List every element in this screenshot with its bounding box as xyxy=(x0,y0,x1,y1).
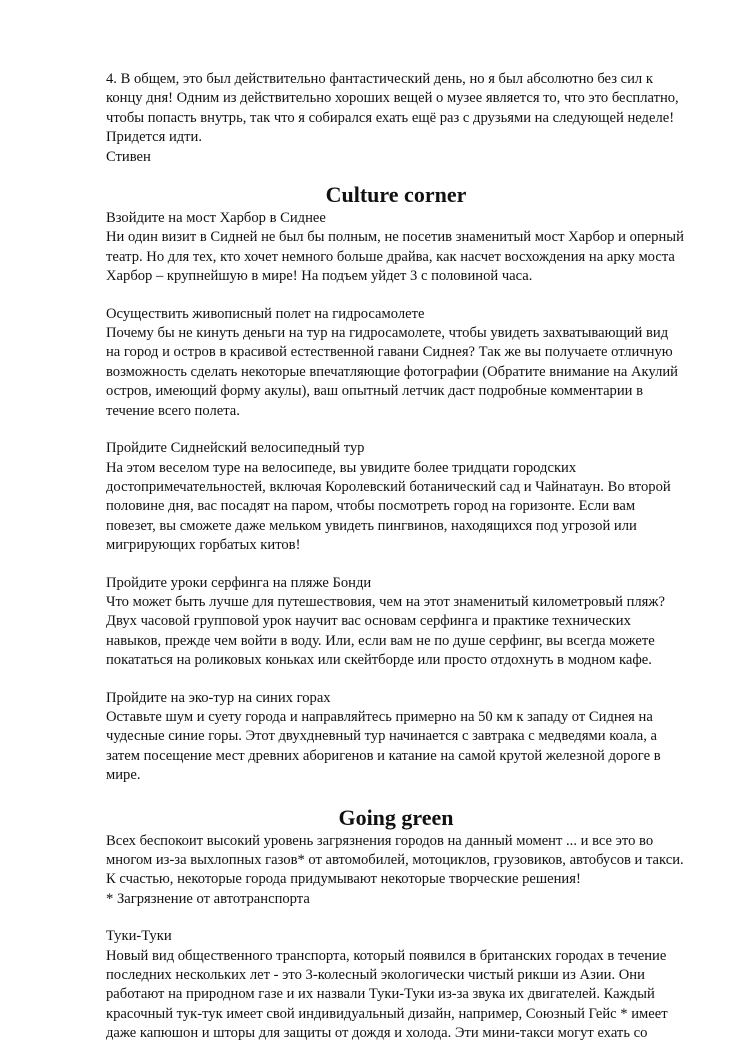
culture-item-title: Пройдите Сиднейский велосипедный тур xyxy=(106,440,365,457)
going-green-item-title: Туки-Туки xyxy=(106,928,172,945)
culture-item-harbour-bridge xyxy=(106,209,686,287)
intro-signature: Стивен xyxy=(106,148,151,165)
culture-item-text: Оставьте шум и суету города и направляйтесь примерно на 50 км к западу от Сиднея на чудесные синие горы. Этот двухдневный тур начинается с завтрака с медведями коала, а затем посещение мест древних аборигенов и катание на самой крутой железной дороге в мире. xyxy=(106,708,661,784)
culture-item-text: Ни один визит в Сидней не был бы полным, не посетив знаменитый мост Харбор и оперный театр. Но для тех, кто хочет немного больше драйва, как насчет восхождения на арку моста Харбор – крупнейшую в мире! На подъем уйдет 3 с половиной часа. xyxy=(106,229,684,285)
going-green-heading: Going green xyxy=(338,804,454,830)
document-page xyxy=(106,70,686,1044)
culture-corner-heading: Culture corner xyxy=(325,182,467,208)
culture-item-title: Пройдите на эко-тур на синих горах xyxy=(106,689,331,706)
intro-paragraph: 4. В общем, это был действительно фантастический день, но я был абсолютно без сил к концу дня! Одним из действительно хороших вещей о музее является то, что это бесплатно, чтобы попасть внутрь, так что я собирался ехать ещё раз с друзьями на следующей неделе! Придется идти. xyxy=(106,71,679,146)
culture-item-title: Взойдите на мост Харбор в Сиднее xyxy=(106,210,326,227)
culture-item-title: Пройдите уроки серфинга на пляже Бонди xyxy=(106,574,372,591)
culture-item-text: На этом веселом туре на велосипеде, вы увидите более тридцати городских достопримечательностей, включая Королевский ботанический сад и Чайнатаун. Во второй половине дня, вас посадят на паром, чтобы посмотреть город на горизонте. Если вам повезет, вы сможете даже мельком увидеть пингвинов, находящихся под угрозой или мигрирующих горбатых китов! xyxy=(106,459,671,554)
culture-item-text: Что может быть лучше для путешествовия, чем на этот знаменитый километровый пляж? Двух часовой групповой урок научит вас основам серфинга и практике технических навыков, прежде чем войти в воду. Или, если вам не по душе серфинг, вы всегда можете покататься на роликовых коньках или скейтборде или просто отдохнуть в модном кафе. xyxy=(106,593,665,669)
going-green-item-tuk-tuk xyxy=(106,927,686,1043)
culture-item-bike-tour xyxy=(106,439,686,555)
going-green-intro: Всех беспокоит высокий уровень загрязнения городов на данный момент ... и все это во многом из-за выхлопных газов* от автомобилей, мотоциклов, грузовиков, автобусов и такси. К счастью, некоторые города придумывают некоторые творческие решения! xyxy=(106,832,684,888)
going-green-footnote: * Загрязнение от автотранспорта xyxy=(106,890,310,907)
going-green-item-text: Новый вид общественного транспорта, который появился в британских городах в течение последних нескольких лет - это 3-колесный экологически чистый рикши из Азии. Они работают на природном газе и их назвали Туки-Туки из-за звука их двигателей. Каждый красочный тук-тук имеет свой индивидуальный дизайн, например, Союзный Гейс * имеет даже капюшон и шторы для защиты от дождя и холода. Эти мини-такси могут ехать со xyxy=(106,947,668,1042)
culture-item-text: Почему бы не кинуть деньги на тур на гидросамолете, чтобы увидеть захватывающий вид на город и остров в красивой естественной гавани Сиднея? Так же вы получаете отличную возможность сделать некоторые впечатляющие фотографии (Обратите внимание на Акулий остров, имеющий форму акулы), ваш опытный летчик даст подробные комментарии в течение всего полета. xyxy=(106,325,678,419)
culture-item-blue-mountains xyxy=(106,689,686,786)
culture-item-title: Осуществить живописный полет на гидросамолете xyxy=(106,305,425,322)
culture-item-surfing xyxy=(106,574,686,671)
culture-item-seaplane xyxy=(106,305,686,421)
